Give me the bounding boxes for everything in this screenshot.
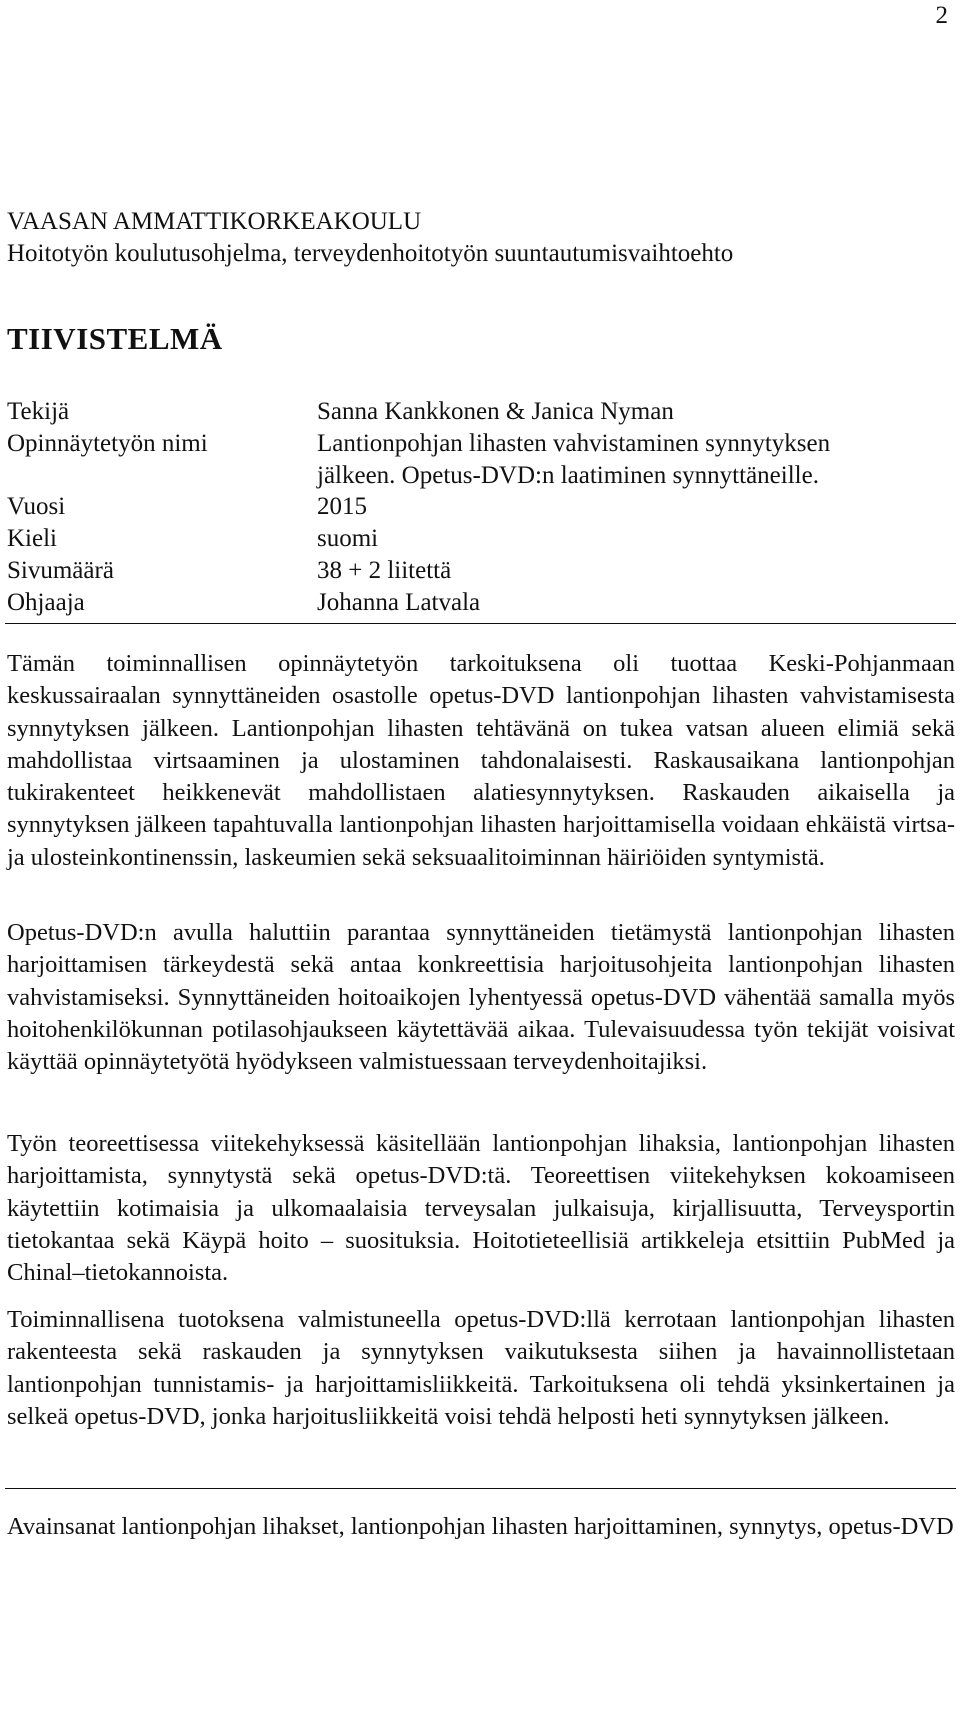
- keywords: Avainsanat lantionpohjan lihakset, lantionpohjan lihasten harjoittaminen, synnytys, opetus-DVD: [7, 1513, 954, 1540]
- abstract-paragraph-2: Opetus-DVD:n avulla haluttiin parantaa synnyttäneiden tietämystä lantionpohjan lihasten harjoittamisen tärkeydestä sekä antaa konkreettisia harjoitusohjeita lantionpohjan lihasten vahvistamiseksi. Synnyttäneiden hoitoaikojen lyhentyessä opetus-DVD vähentää samalla myös hoitohenkilökunnan potilasohjaukseen käytettävää aikaa. Tulevaisuudessa työn tekijät voisivat käyttää opinnäytetyötä hyödykseen valmistuessaan terveydenhoitajiksi.: [7, 919, 955, 1076]
- keywords-divider: [5, 1488, 956, 1489]
- year-label: Vuosi: [7, 493, 66, 520]
- abstract-paragraph-1: Tämän toiminnallisen opinnäytetyön tarkoituksena oli tuottaa Keski-Pohjanmaan keskussairaalan synnyttäneiden osastolle opetus-DVD lantionpohjan lihasten vahvistamisesta synnytyksen jälkeen. Lantionpohjan lihasten tehtävänä on tukea vatsan alueen elimiä sekä mahdollistaa virtsaaminen ja ulostaminen tahdonalaisesti. Raskausaikana lantionpohjan tukirakenteet heikkenevät mahdollistaen alatiesynnytyksen. Raskauden aikaisella ja synnytyksen jälkeen tapahtuvalla lantionpohjan lihasten harjoittamisella voidaan ehkäistä virtsa- ja ulosteinkontinenssin, laskeumien sekä seksuaalitoiminnan häiriöiden syntymistä.: [7, 650, 955, 871]
- page-title: TIIVISTELMÄ: [7, 321, 223, 356]
- thesis-title-line-2: jälkeen. Opetus-DVD:n laatiminen synnyttäneille.: [317, 462, 819, 489]
- language-label: Kieli: [7, 525, 57, 552]
- page-count-label: Sivumäärä: [7, 557, 114, 584]
- supervisor-value: Johanna Latvala: [317, 589, 481, 616]
- page-count-value: 38 + 2 liitettä: [317, 557, 452, 584]
- abstract-paragraph-3: Työn teoreettisessa viitekehyksessä käsitellään lantionpohjan lihaksia, lantionpohjan lihasten harjoittamista, synnytystä sekä opetus-DVD:tä. Teoreettisen viitekehyksen kokoamiseen käytettiin kotimaisia ja ulkomaalaisia terveysalan julkaisuja, kirjallisuutta, Terveysportin tietokantaa sekä Käypä hoito – suosituksia. Hoitotieteellisiä artikkeleja etsittiin PubMed ja Chinal–tietokannoista.: [7, 1130, 955, 1287]
- abstract-paragraph-4: Toiminnallisena tuotoksena valmistuneella opetus-DVD:llä kerrotaan lantionpohjan lihasten rakenteesta sekä raskauden ja synnytyksen vaikutuksesta siihen ja havainnollistetaan lantionpohjan tunnistamis- ja harjoittamisliikkeitä. Tarkoituksena oli tehdä yksinkertainen ja selkeä opetus-DVD, jonka harjoitusliikkeitä voisi tehdä helposti heti synnytyksen jälkeen.: [7, 1306, 955, 1430]
- institution-name: VAASAN AMMATTIKORKEAKOULU: [7, 208, 422, 235]
- thesis-title-label: Opinnäytetyön nimi: [7, 430, 208, 457]
- thesis-title-line-1: Lantionpohjan lihasten vahvistaminen synnytyksen: [317, 430, 831, 457]
- degree-program: Hoitotyön koulutusohjelma, terveydenhoitotyön suuntautumisvaihtoehto: [7, 240, 734, 267]
- supervisor-label: Ohjaaja: [7, 589, 85, 616]
- language-value: suomi: [317, 525, 379, 552]
- year-value: 2015: [317, 493, 367, 520]
- metadata-divider: [5, 623, 956, 624]
- page-number: 2: [935, 2, 948, 29]
- author-value: Sanna Kankkonen & Janica Nyman: [317, 398, 674, 425]
- author-label: Tekijä: [7, 398, 70, 425]
